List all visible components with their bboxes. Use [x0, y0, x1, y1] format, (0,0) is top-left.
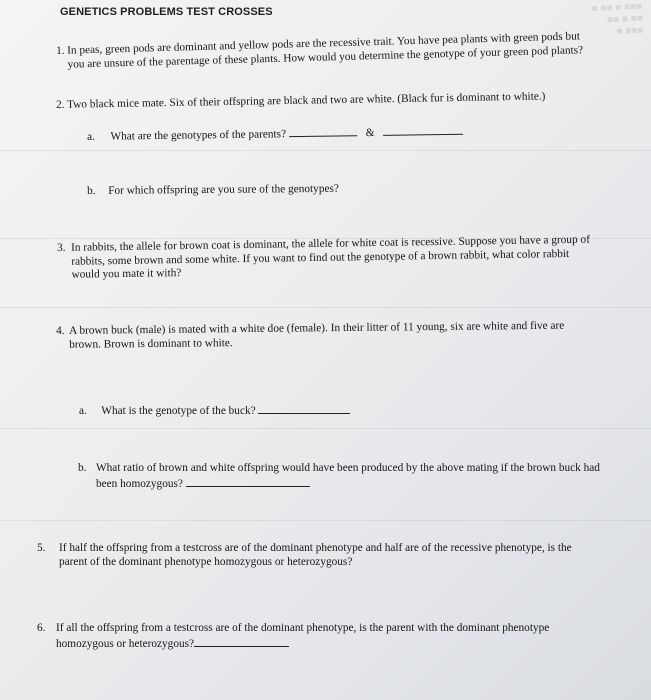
subquestion-text: For which offspring are you sure of the genotypes?: [108, 182, 339, 197]
subquestion-label: b.: [78, 462, 87, 474]
question-text: A brown buck (male) is mated with a white doe (female). In their litter of 11 young, six are white and five are brown. Brown is dominant to white.: [68, 319, 565, 351]
answer-blank-homozygous-ratio[interactable]: [186, 476, 310, 487]
question-3: [57, 234, 598, 283]
ampersand: &: [365, 126, 375, 140]
question-number: 2.: [56, 98, 65, 111]
subquestion-text: What is the genotype of the buck?: [101, 405, 256, 417]
faint-rule: [0, 428, 651, 429]
subquestion-text: What ratio of brown and white offspring would have been produced by the above mating if the brown buck had been homozygous?: [96, 462, 600, 490]
faint-rule: [0, 520, 651, 521]
question-5: [37, 542, 597, 569]
question-number: 5.: [37, 542, 46, 554]
subquestion-label: b.: [87, 184, 96, 197]
question-number: 3.: [57, 241, 66, 254]
question-4b: [78, 462, 610, 491]
question-2: [56, 90, 596, 113]
question-4: [56, 319, 596, 352]
worksheet-title: GENETICS PROBLEMS TEST CROSSES: [60, 6, 273, 18]
question-1: [56, 30, 592, 72]
faint-rule: [0, 150, 651, 151]
subquestion-text: What are the genotypes of the parents?: [110, 128, 287, 143]
question-text: In peas, green pods are dominant and yellow pods are the recessive trait. You have pea plants with green pods but you are unsure of the parentage of these plants. How would you determine the genotype of your green pod plants?: [66, 30, 584, 71]
question-number: 4.: [56, 324, 65, 337]
answer-blank-parent-1[interactable]: [289, 125, 357, 137]
faint-rule: [0, 307, 651, 308]
subquestion-label: a.: [87, 130, 96, 143]
bleed-through-texture: ■ ■■ ■ ■■■ ■■ ■ ■■ ■ ■■■: [591, 1, 644, 38]
question-number: 1.: [56, 44, 65, 57]
question-text: In rabbits, the allele for brown coat is dominant, the allele for white coat is recessive. Suppose you have a group of rabbits, some brown and some white. If you want to find out the genotype of a brown rabbit, what color rabbit would you mate it with?: [70, 233, 590, 281]
answer-blank-q6[interactable]: [194, 636, 289, 647]
answer-blank-buck-genotype[interactable]: [258, 403, 350, 414]
answer-blank-parent-2[interactable]: [383, 124, 463, 136]
question-number: 6.: [37, 622, 46, 634]
question-6: [37, 622, 607, 651]
question-text: Two black mice mate. Six of their offspring are black and two are white. (Black fur is dominant to white.): [66, 90, 546, 111]
question-text: If all the offspring from a testcross are of the dominant phenotype, is the parent with the dominant phenotype homozygous or heterozygous?: [56, 622, 550, 650]
subquestion-label: a.: [79, 405, 87, 417]
question-4a: [79, 403, 399, 419]
question-text: If half the offspring from a testcross are of the dominant phenotype and half are of the recessive phenotype, is the parent of the dominant phenotype homozygous or heterozygous?: [59, 542, 572, 568]
question-2b: [87, 182, 487, 199]
question-2a: [87, 123, 487, 144]
